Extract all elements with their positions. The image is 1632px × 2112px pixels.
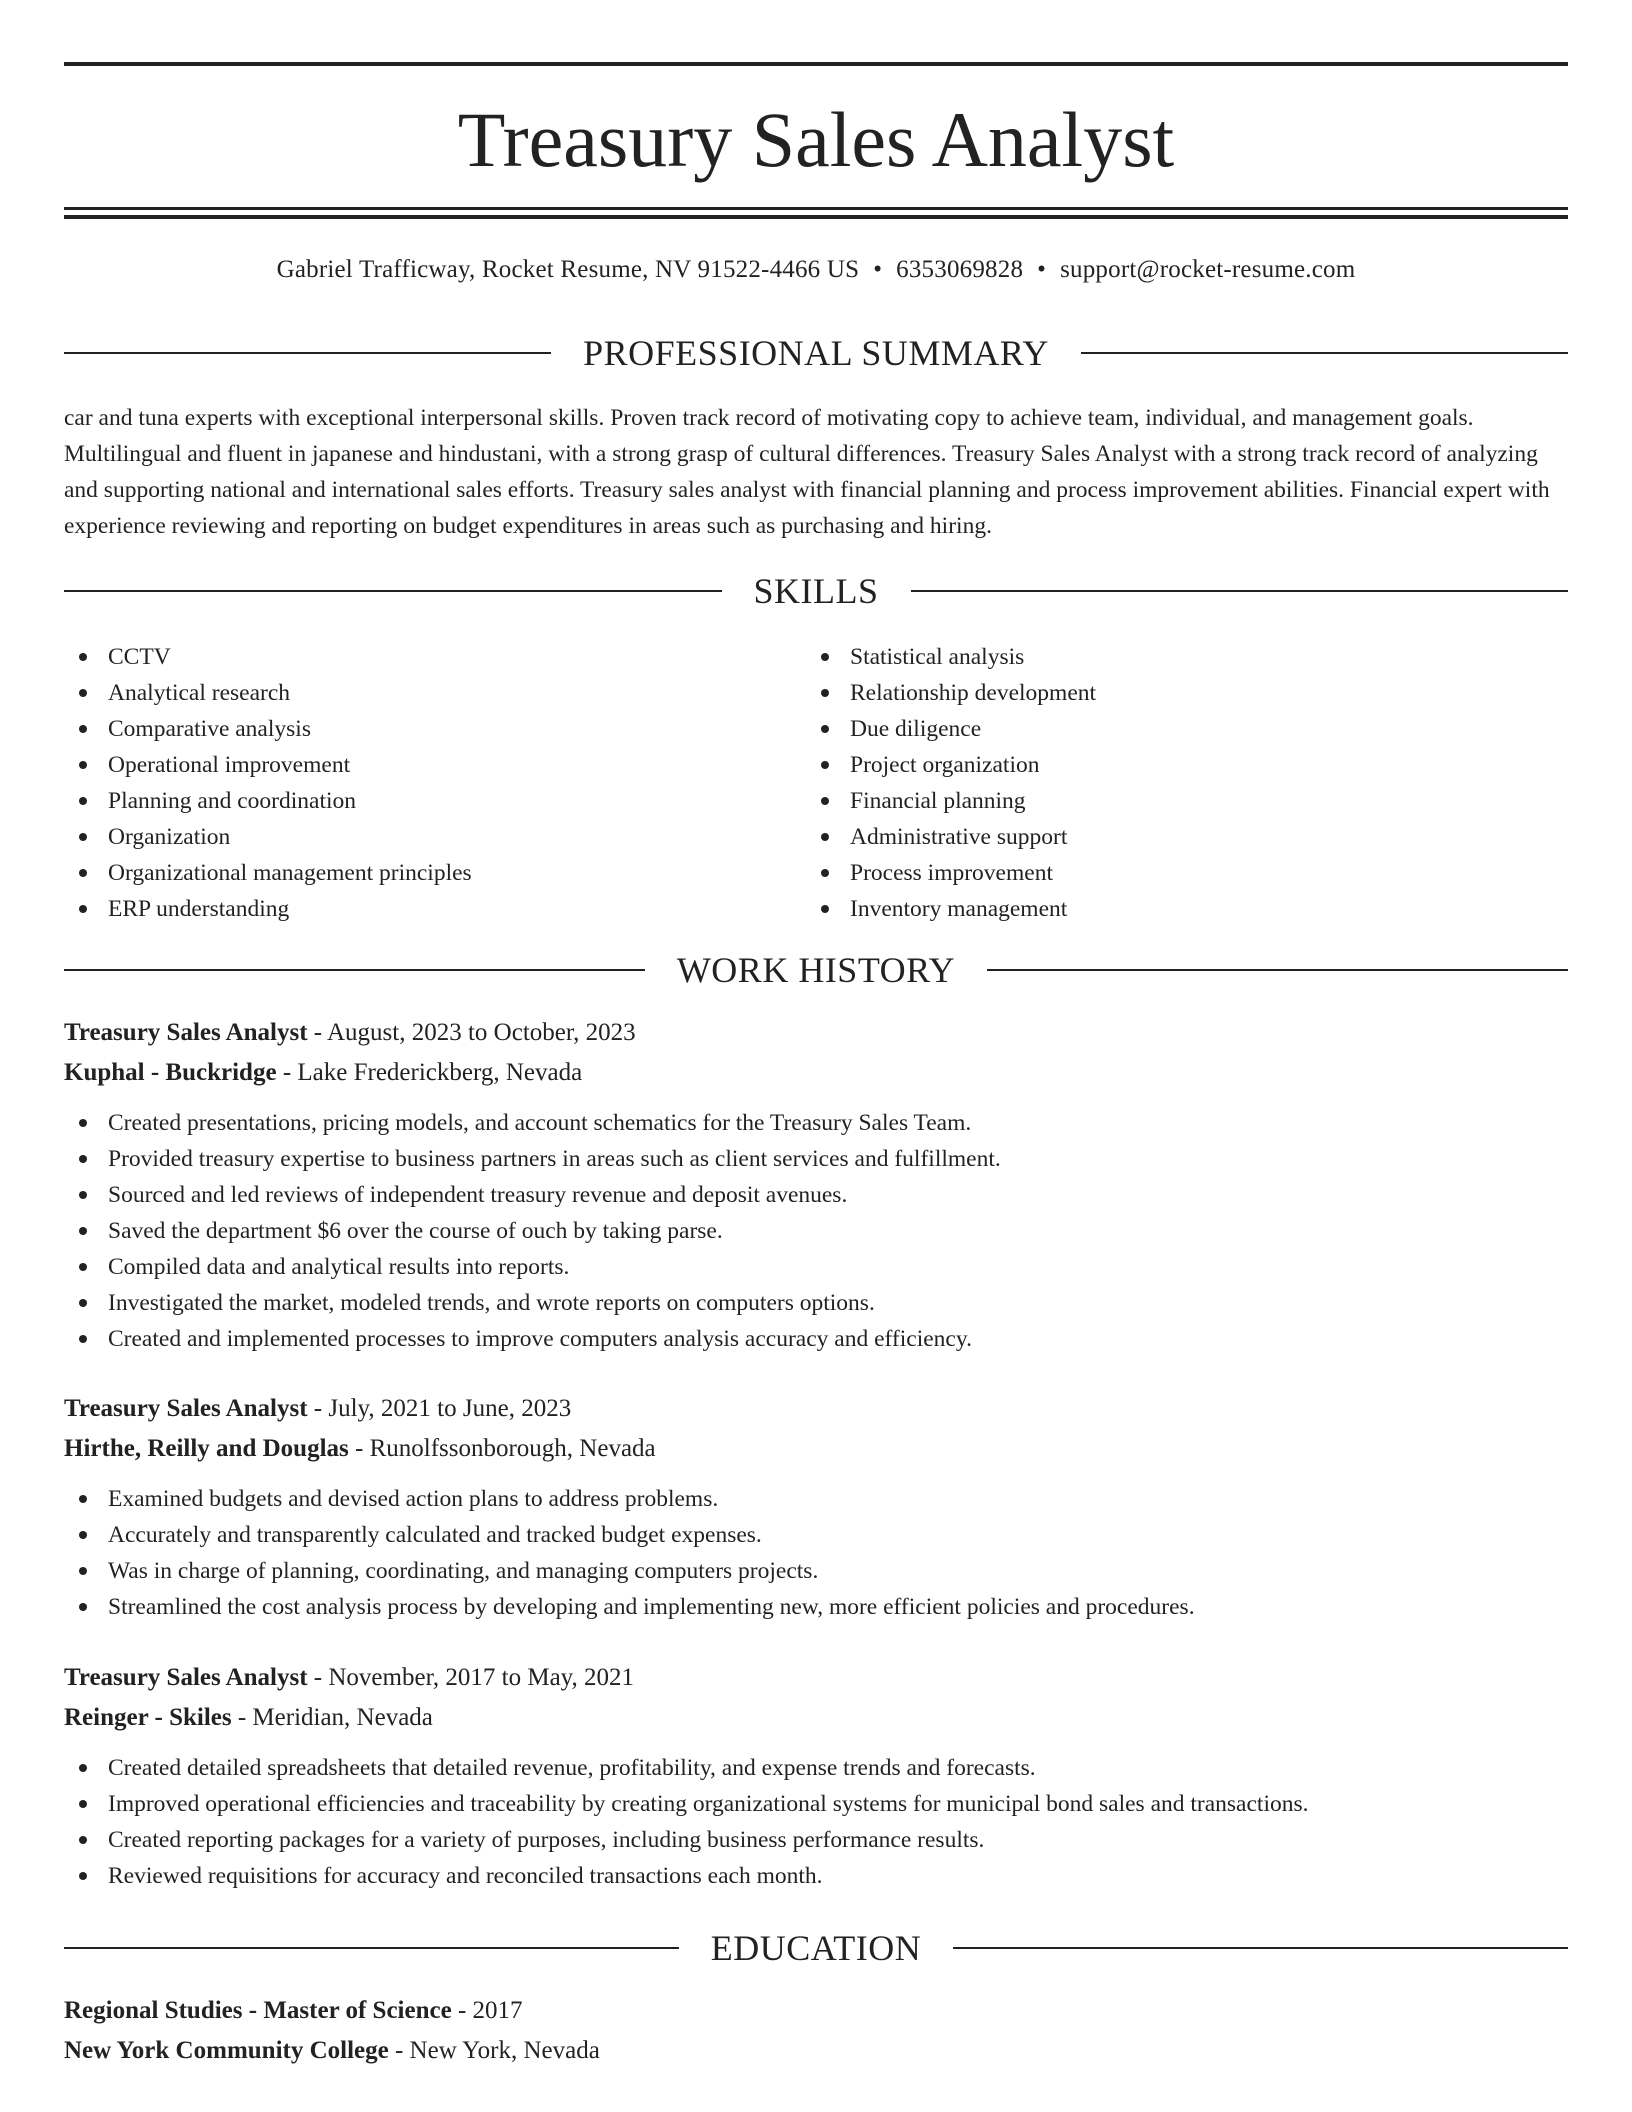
section-heading-education (64, 1928, 1568, 1968)
section-heading-work (64, 950, 1568, 990)
job-entry (64, 1013, 1568, 1357)
education-location: - New York, Nevada (388, 2037, 600, 2064)
job-entry (64, 1658, 1568, 1894)
job-bullets (64, 1750, 1568, 1894)
section-heading-skills (64, 571, 1568, 611)
section-title-summary: PROFESSIONAL SUMMARY (583, 333, 1049, 373)
job-bullet: Created presentations, pricing models, and account schematics for the Treasury Sales Team. (64, 1105, 1568, 1141)
section-rule-right (911, 590, 1569, 592)
skills-column-left (64, 639, 806, 927)
skill-item: Due diligence (806, 711, 1548, 747)
section-rule-left (64, 352, 551, 354)
section-heading-summary (64, 333, 1568, 373)
job-location: - Meridian, Nevada (231, 1704, 433, 1731)
section-rule-right (1081, 352, 1568, 354)
section-rule-right (953, 1947, 1568, 1949)
job-bullet: Accurately and transparently calculated and tracked budget expenses. (64, 1517, 1568, 1553)
skill-item: Comparative analysis (64, 711, 806, 747)
section-rule-left (64, 1947, 679, 1949)
skill-item: Organizational management principles (64, 855, 806, 891)
job-bullet: Created reporting packages for a variety of purposes, including business performance results. (64, 1822, 1568, 1858)
section-rule-right (987, 969, 1568, 971)
job-title: Treasury Sales Analyst (64, 1664, 308, 1691)
job-bullet: Created and implemented processes to improve computers analysis accuracy and efficiency. (64, 1321, 1568, 1357)
skill-item: Process improvement (806, 855, 1548, 891)
education-entry (64, 1991, 1568, 2071)
skill-item: Organization (64, 819, 806, 855)
skill-item: Operational improvement (64, 747, 806, 783)
job-dates: - July, 2021 to June, 2023 (307, 1395, 572, 1422)
job-bullet: Improved operational efficiencies and traceability by creating organizational systems for municipal bond sales and transactions. (64, 1786, 1568, 1822)
contact-phone: 6353069828 (896, 256, 1024, 283)
job-title-line (64, 1013, 1568, 1053)
job-location: - Lake Frederickberg, Nevada (276, 1059, 583, 1086)
job-company-line (64, 1053, 1568, 1093)
education-degree: Regional Studies - Master of Science (64, 1997, 452, 2024)
job-title: Treasury Sales Analyst (64, 1019, 308, 1046)
job-bullet: Sourced and led reviews of independent treasury revenue and deposit avenues. (64, 1177, 1568, 1213)
job-title: Treasury Sales Analyst (64, 1395, 308, 1422)
skill-item: Statistical analysis (806, 639, 1548, 675)
skill-item: Administrative support (806, 819, 1548, 855)
job-title-line (64, 1389, 1568, 1429)
skills-column-right (806, 639, 1548, 927)
job-bullets (64, 1105, 1568, 1357)
section-rule-left (64, 590, 722, 592)
job-bullet: Examined budgets and devised action plans to address problems. (64, 1481, 1568, 1517)
job-company-line (64, 1429, 1568, 1469)
skill-item: Financial planning (806, 783, 1548, 819)
skill-item: Relationship development (806, 675, 1548, 711)
skill-item: ERP understanding (64, 891, 806, 927)
section-title-education: EDUCATION (710, 1928, 922, 1968)
job-bullets (64, 1481, 1568, 1625)
job-title-line (64, 1658, 1568, 1698)
contact-email: support@rocket-resume.com (1060, 256, 1356, 283)
contact-separator: • (873, 256, 883, 283)
resume-title: Treasury Sales Analyst (457, 96, 1175, 183)
skill-item: Project organization (806, 747, 1548, 783)
header-bottom-rule-lower (64, 215, 1568, 219)
skill-item: Inventory management (806, 891, 1548, 927)
job-dates: - August, 2023 to October, 2023 (307, 1019, 636, 1046)
job-bullet: Compiled data and analytical results into reports. (64, 1249, 1568, 1285)
job-company: Hirthe, Reilly and Douglas (64, 1435, 349, 1462)
job-company: Reinger - Skiles (64, 1704, 232, 1731)
job-dates: - November, 2017 to May, 2021 (307, 1664, 635, 1691)
job-bullet: Reviewed requisitions for accuracy and reconciled transactions each month. (64, 1858, 1568, 1894)
job-bullet: Was in charge of planning, coordinating, and managing computers projects. (64, 1553, 1568, 1589)
contact-separator: • (1037, 256, 1047, 283)
contact-line (64, 254, 1568, 286)
skill-item: Analytical research (64, 675, 806, 711)
education-school: New York Community College (64, 2037, 389, 2064)
section-rule-left (64, 969, 645, 971)
job-bullet: Saved the department $6 over the course of ouch by taking parse. (64, 1213, 1568, 1249)
section-title-work: WORK HISTORY (676, 950, 956, 990)
education-degree-line (64, 1991, 1568, 2031)
job-location: - Runolfssonborough, Nevada (348, 1435, 656, 1462)
header-bottom-rule-upper (64, 207, 1568, 210)
skills-list (64, 639, 1568, 927)
skill-item: Planning and coordination (64, 783, 806, 819)
education-school-line (64, 2031, 1568, 2071)
job-bullet: Provided treasury expertise to business partners in areas such as client services and fulfillment. (64, 1141, 1568, 1177)
job-bullet: Created detailed spreadsheets that detailed revenue, profitability, and expense trends and forecasts. (64, 1750, 1568, 1786)
summary-paragraph: car and tuna experts with exceptional interpersonal skills. Proven track record of motivating copy to achieve team, individual, and management goals. Multilingual and fluent in japanese and hindustani, with a strong grasp of cultural differences. Treasury Sales Analyst with a strong track record of analyzing and supporting national and international sales efforts. Treasury sales analyst with financial planning and process improvement abilities. Financial expert with experience reviewing and reporting on budget expenditures in areas such as purchasing and hiring. (64, 405, 1550, 539)
job-entry (64, 1389, 1568, 1625)
job-company: Kuphal - Buckridge (64, 1059, 277, 1086)
skill-item: CCTV (64, 639, 806, 675)
job-bullet: Streamlined the cost analysis process by developing and implementing new, more efficient policies and procedures. (64, 1589, 1568, 1625)
job-company-line (64, 1698, 1568, 1738)
header-top-rule (64, 62, 1568, 66)
education-year: - 2017 (451, 1997, 523, 2024)
contact-address: Gabriel Trafficway, Rocket Resume, NV 91522-4466 US (276, 256, 860, 283)
section-title-skills: SKILLS (753, 571, 879, 611)
job-bullet: Investigated the market, modeled trends, and wrote reports on computers options. (64, 1285, 1568, 1321)
